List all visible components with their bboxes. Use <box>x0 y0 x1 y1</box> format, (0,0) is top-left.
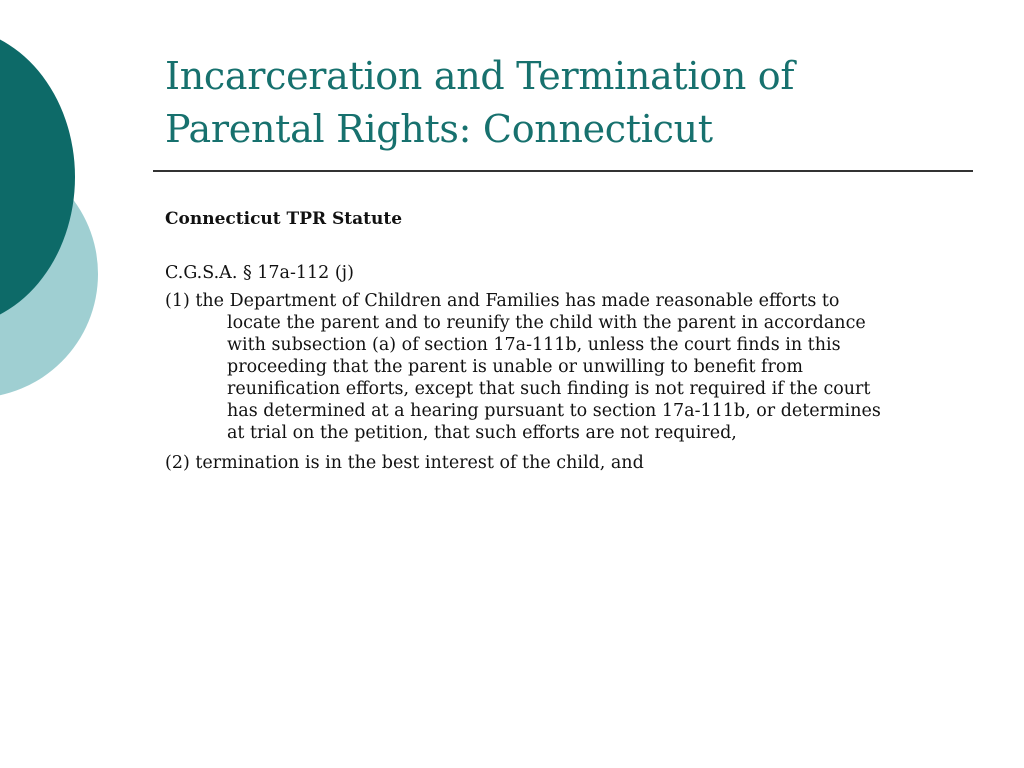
statute-item-2 <box>165 452 975 474</box>
slide-title <box>165 50 985 156</box>
item-2-line: (2) termination is in the best interest of the child, and <box>165 453 644 473</box>
title-divider <box>153 170 973 172</box>
item-1-line: (1) the Department of Children and Families has made reasonable efforts to <box>165 291 840 311</box>
item-1-line: at trial on the petition, that such efforts are not required, <box>227 423 737 443</box>
statute-heading: Connecticut TPR Statute <box>165 209 403 229</box>
title-line-1: Incarceration and Termination of <box>165 54 795 98</box>
item-1-line: proceeding that the parent is unable or unwilling to benefit from <box>227 357 804 377</box>
item-1-line: locate the parent and to reunify the child with the parent in accordance <box>227 313 866 333</box>
statute-citation: C.G.S.A. § 17a-112 (j) <box>165 263 354 283</box>
statute-item-1 <box>165 290 975 444</box>
title-line-2: Parental Rights: Connecticut <box>165 107 713 151</box>
slide-body <box>165 206 975 474</box>
item-1-line: with subsection (a) of section 17a-111b, unless the court finds in this <box>227 335 841 355</box>
item-1-line: has determined at a hearing pursuant to section 17a-111b, or determines <box>227 401 881 421</box>
item-1-line: reunification efforts, except that such finding is not required if the court <box>227 379 871 399</box>
